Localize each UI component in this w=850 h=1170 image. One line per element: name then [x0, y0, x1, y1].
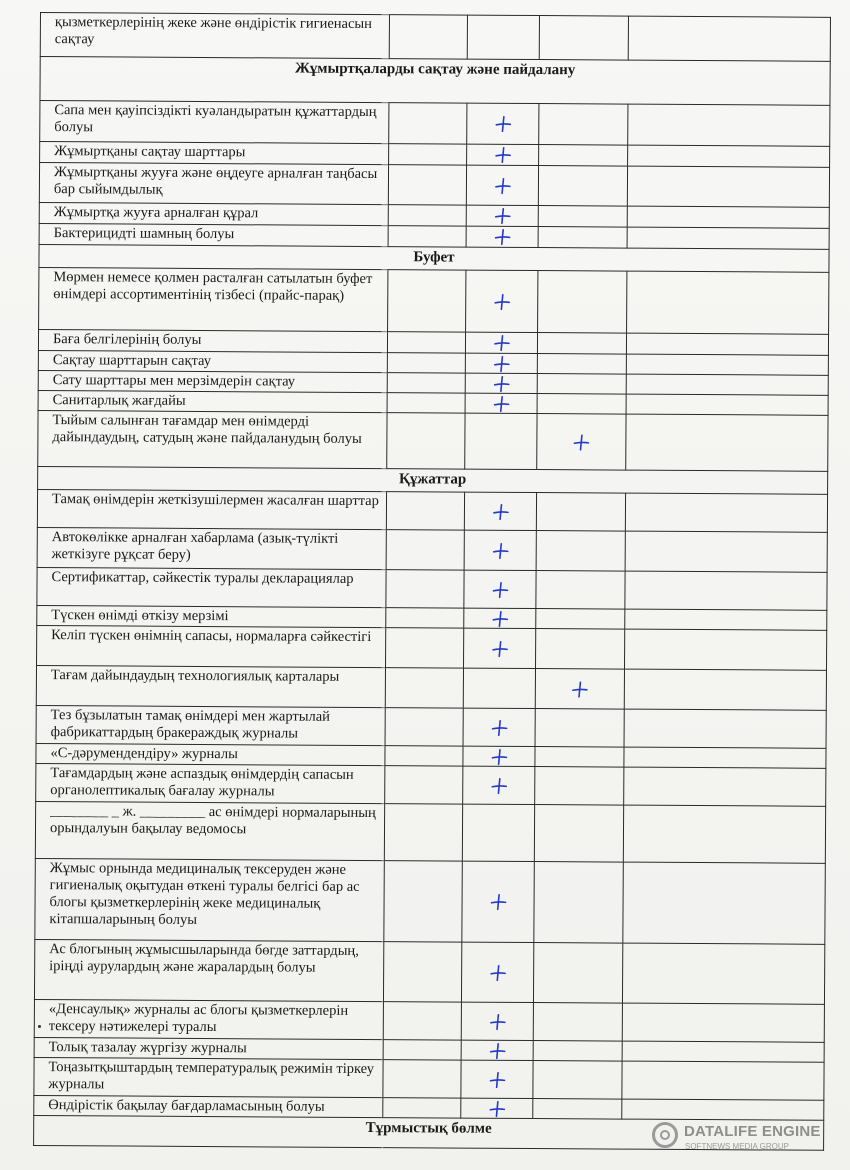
checklist-item-text: Тамақ өнімдерін жеткізушілермен жасалған шарттар: [37, 489, 386, 529]
handwritten-plus-icon: [489, 718, 509, 736]
mark-cell-col4: [623, 862, 825, 944]
mark-cell-col4: [628, 16, 830, 61]
checklist-row: [35, 801, 825, 863]
checklist-row: [36, 705, 826, 748]
mark-cell-col2: [465, 332, 537, 353]
handwritten-plus-icon: [493, 146, 513, 164]
mark-cell-col2: [462, 861, 534, 942]
mark-cell-col1: [389, 15, 467, 59]
mark-cell-col3: [539, 145, 628, 167]
handwritten-plus-icon: [492, 176, 512, 194]
checklist-item-text: ________ _ ж. _________ ас өнімдері нормаларының орындалуын бақылау ведомосы: [35, 801, 384, 860]
mark-cell-col3: [537, 354, 626, 375]
checklist-row: [39, 163, 829, 208]
handwritten-plus-icon: [487, 1012, 507, 1030]
mark-cell-col3: [535, 767, 624, 806]
mark-cell-col2: [466, 165, 538, 205]
mark-cell-col3: [533, 1061, 622, 1100]
mark-cell-col4: [624, 747, 826, 768]
mark-cell-col3: [535, 747, 624, 768]
mark-cell-col4: [625, 493, 827, 532]
mark-cell-col1: [389, 103, 467, 144]
checklist-item-text: Сертификаттар, сәйкестік туралы декларациялар: [37, 567, 386, 607]
mark-cell-col1: [388, 205, 466, 226]
mark-cell-col2: [463, 668, 535, 708]
mark-cell-col4: [626, 394, 828, 415]
mark-cell-col4: [622, 1061, 824, 1100]
mark-cell-col2: [461, 942, 533, 1002]
mark-cell-col4: [622, 1041, 824, 1062]
mark-cell-col4: [625, 609, 827, 630]
mark-cell-col2: [467, 15, 539, 59]
mark-cell-col4: [627, 227, 829, 249]
mark-cell-col1: [386, 608, 464, 628]
handwritten-plus-icon: [488, 893, 508, 911]
checklist-item-text: «С-дәрумендендіру» журналы: [36, 743, 385, 765]
checklist-row: [34, 1057, 824, 1100]
mark-cell-col1: [383, 1040, 461, 1060]
checklist-row: [36, 665, 826, 710]
checklist-row: [36, 763, 826, 806]
checklist-row: [37, 489, 827, 532]
checklist-item-text: Сапа мен қауіпсіздікті куәландыратын құжаттардың болуы: [40, 101, 389, 144]
mark-cell-col1: [388, 165, 466, 205]
mark-cell-col1: [387, 353, 465, 373]
mark-cell-col4: [628, 104, 830, 146]
mark-cell-col1: [386, 492, 464, 530]
mark-cell-col2: [464, 530, 536, 570]
section-title: Жұмыртқаларды сақтау және пайдалану: [40, 57, 830, 106]
mark-cell-col1: [387, 413, 465, 469]
mark-cell-col3: [537, 374, 626, 395]
mark-cell-col1: [384, 861, 462, 942]
checklist-item-text: Сату шарттары мен мерзімдерін сақтау: [38, 370, 387, 392]
mark-cell-col4: [627, 166, 829, 207]
checklist-item-text: Тағам дайындаудың технологиялық карталары: [36, 665, 385, 707]
mark-cell-col2: [462, 804, 534, 861]
mark-cell-col4: [625, 531, 827, 572]
mark-cell-col1: [385, 708, 463, 746]
section-title: Тұрмыстық бөлме: [34, 1115, 824, 1150]
mark-cell-col1: [386, 570, 464, 608]
handwritten-plus-icon: [570, 680, 590, 698]
checklist-row: [37, 527, 827, 572]
mark-cell-col3: [539, 104, 628, 146]
mark-cell-col4: [628, 145, 830, 167]
handwritten-plus-icon: [491, 374, 511, 392]
mark-cell-col3: [536, 531, 625, 572]
checklist-row: [34, 939, 824, 1004]
mark-cell-col3: [535, 629, 624, 670]
mark-cell-col1: [383, 1002, 461, 1040]
checklist-item-text: Баға белгілерінің болуы: [38, 329, 387, 352]
mark-cell-col2: [463, 766, 535, 804]
mark-cell-col2: [465, 393, 537, 413]
mark-cell-col2: [461, 1060, 533, 1098]
mark-cell-col2: [465, 353, 537, 373]
watermark-subtitle: SOFTNEWS MEDIA GROUP: [685, 1142, 790, 1151]
mark-cell-col2: [467, 144, 539, 165]
checklist-row: [34, 999, 824, 1042]
mark-cell-col2: [461, 1040, 533, 1060]
checklist-item-text: Тағамдардың және аспаздық өнімдердің сапасын органолептикалық бағалау журналы: [36, 763, 385, 803]
handwritten-plus-icon: [489, 776, 509, 794]
mark-cell-col2: [464, 628, 536, 668]
mark-cell-col2: [463, 708, 535, 746]
checklist-item-text: Тоңазытқыштардың температуралық режимін тіркеу журналы: [34, 1057, 383, 1097]
mark-cell-col4: [624, 709, 826, 748]
mark-cell-col1: [389, 144, 467, 165]
watermark-title: DATALIFE ENGINE: [684, 1123, 821, 1140]
mark-cell-col1: [384, 804, 462, 861]
handwritten-plus-icon: [490, 609, 510, 627]
mark-cell-col3: [538, 166, 627, 207]
mark-cell-col4: [626, 354, 828, 375]
checklist-item-text: Жұмыртқаны сақтау шарттары: [40, 142, 389, 165]
mark-cell-col1: [385, 746, 463, 766]
mark-cell-col4: [624, 669, 826, 710]
mark-cell-col1: [388, 226, 466, 247]
checklist-item-text: Толық тазалау жүргізу журналы: [34, 1037, 383, 1059]
mark-cell-col2: [466, 205, 538, 226]
handwritten-plus-icon: [490, 541, 510, 559]
section-header-row: [40, 57, 830, 106]
mark-cell-col4: [622, 943, 824, 1004]
mark-cell-col4: [623, 805, 825, 863]
checklist-item-text: Санитарлық жағдайы: [38, 390, 387, 412]
mark-cell-col1: [388, 270, 466, 332]
inspection-checklist-table: [33, 12, 831, 1151]
mark-cell-col2: [461, 1098, 533, 1118]
ink-speck: [38, 1025, 41, 1028]
checklist-item-text: Сақтау шарттарын сақтау: [38, 350, 387, 372]
checklist-row: [38, 410, 828, 471]
checklist-item-text: Мөрмен немесе қолмен расталған сатылатын буфет өнімдері ассортиментінің тізбесі (прайс-парақ): [39, 267, 388, 331]
mark-cell-col4: [627, 271, 829, 334]
mark-cell-col2: [466, 270, 538, 332]
mark-cell-col2: [463, 746, 535, 766]
checklist-item-text: Түскен өнімді өткізу мерзімі: [37, 605, 386, 627]
mark-cell-col1: [386, 530, 464, 570]
section-title: Құжаттар: [38, 466, 828, 494]
checklist-item-text: Бактерицидті шамның болуы: [39, 223, 388, 246]
checklist-row: [37, 625, 827, 670]
mark-cell-col1: [383, 1098, 461, 1118]
mark-cell-col1: [383, 942, 461, 1002]
mark-cell-col1: [385, 668, 463, 708]
handwritten-plus-icon: [491, 394, 511, 412]
handwritten-plus-icon: [489, 747, 509, 765]
mark-cell-col3: [534, 805, 623, 863]
handwritten-plus-icon: [493, 115, 513, 133]
mark-cell-col3: [535, 669, 624, 710]
checklist-row: [37, 567, 827, 610]
checklist-item-text: «Денсаулық» журналы ас блогы қызметкерлерін тексеру нәтижелері туралы: [34, 999, 383, 1039]
datalife-engine-watermark: [652, 1118, 828, 1156]
mark-cell-col4: [622, 1003, 824, 1042]
mark-cell-col4: [625, 571, 827, 610]
handwritten-plus-icon: [491, 354, 511, 372]
mark-cell-col3: [533, 1099, 622, 1120]
handwritten-plus-icon: [492, 228, 512, 246]
mark-cell-col2: [464, 570, 536, 608]
checklist-item-text: Келіп түскен өнімнің сапасы, нормаларға сәйкестігі: [37, 625, 386, 667]
mark-cell-col2: [464, 492, 536, 530]
handwritten-plus-icon: [487, 1041, 507, 1059]
handwritten-plus-icon: [491, 334, 511, 352]
mark-cell-col2: [465, 413, 537, 469]
handwritten-plus-icon: [571, 433, 591, 451]
mark-cell-col4: [626, 333, 828, 355]
mark-cell-col4: [626, 374, 828, 395]
mark-cell-col1: [383, 1060, 461, 1098]
checklist-item-text: Ас блогының жұмысшыларында бөгде заттардың, іріңді аурулардың және жаралардың болуы: [34, 939, 383, 1001]
mark-cell-col4: [624, 629, 826, 670]
checklist-item-text: Тез бұзылатын тамақ өнімдері мен жартылай фабрикаттардың бракераждық журналы: [36, 705, 385, 745]
mark-cell-col2: [467, 103, 539, 144]
mark-cell-col1: [385, 766, 463, 804]
checklist-row: [40, 101, 830, 147]
handwritten-plus-icon: [487, 1070, 507, 1088]
checklist-item-text: Өндірістік бақылау бағдарламасының болуы: [34, 1095, 383, 1117]
mark-cell-col3: [535, 709, 624, 748]
mark-cell-col3: [538, 206, 627, 228]
mark-cell-col3: [536, 493, 625, 532]
mark-cell-col2: [464, 608, 536, 628]
mark-cell-col4: [626, 414, 828, 471]
mark-cell-col4: [627, 206, 829, 228]
mark-cell-col3: [533, 1003, 622, 1042]
mark-cell-col3: [536, 571, 625, 610]
mark-cell-col3: [533, 1041, 622, 1062]
checklist-item-text: Жұмыртқаны жууға және өңдеуге арналған таңбасы бар сыйымдылық: [39, 163, 388, 205]
mark-cell-col1: [387, 373, 465, 393]
mark-cell-col3: [537, 414, 626, 471]
mark-cell-col3: [534, 862, 623, 944]
mark-cell-col1: [387, 393, 465, 413]
mark-cell-col1: [386, 628, 464, 668]
mark-cell-col3: [533, 943, 622, 1004]
handwritten-plus-icon: [490, 580, 510, 598]
mark-cell-col2: [465, 373, 537, 393]
checklist-item-text: Тыйым салынған тағамдар мен өнімдерді дайындаудың, сатудың және пайдаланудың болуы: [38, 410, 387, 468]
handwritten-plus-icon: [490, 502, 510, 520]
checklist-body: [34, 13, 831, 1151]
handwritten-plus-icon: [487, 1099, 507, 1117]
mark-cell-col3: [538, 271, 627, 334]
handwritten-plus-icon: [492, 207, 512, 225]
checklist-item-text: Жұмыс орнында медициналық тексеруден және гигиеналық оқытудан өткені туралы белгісі бар ас блогы қызметкерлерінің жеке медициналық кітапшаларының болуы: [35, 858, 384, 941]
mark-cell-col3: [539, 16, 628, 61]
mark-cell-col1: [387, 332, 465, 353]
handwritten-plus-icon: [488, 963, 508, 981]
section-title: Буфет: [39, 244, 829, 272]
checklist-item-text: Автокөлікке арналған хабарлама (азық-түлікті жеткізуге рұқсат беру): [37, 527, 386, 569]
checklist-row: [35, 858, 825, 944]
mark-cell-col3: [537, 394, 626, 415]
checklist-item-text: Жұмыртқа жууға арналған құрал: [39, 202, 388, 225]
mark-cell-col2: [466, 226, 538, 247]
mark-cell-col2: [461, 1002, 533, 1040]
checklist-item-text: қызметкерлерінің жеке және өндірістік гигиенасын сақтау: [40, 13, 389, 59]
handwritten-plus-icon: [490, 639, 510, 657]
mark-cell-col3: [538, 227, 627, 249]
mark-cell-col3: [536, 609, 625, 630]
checklist-row: [39, 267, 829, 334]
handwritten-plus-icon: [492, 292, 512, 310]
watermark-logo-icon: [652, 1122, 678, 1148]
mark-cell-col4: [624, 767, 826, 806]
checklist-row: [40, 13, 830, 62]
mark-cell-col3: [537, 333, 626, 355]
